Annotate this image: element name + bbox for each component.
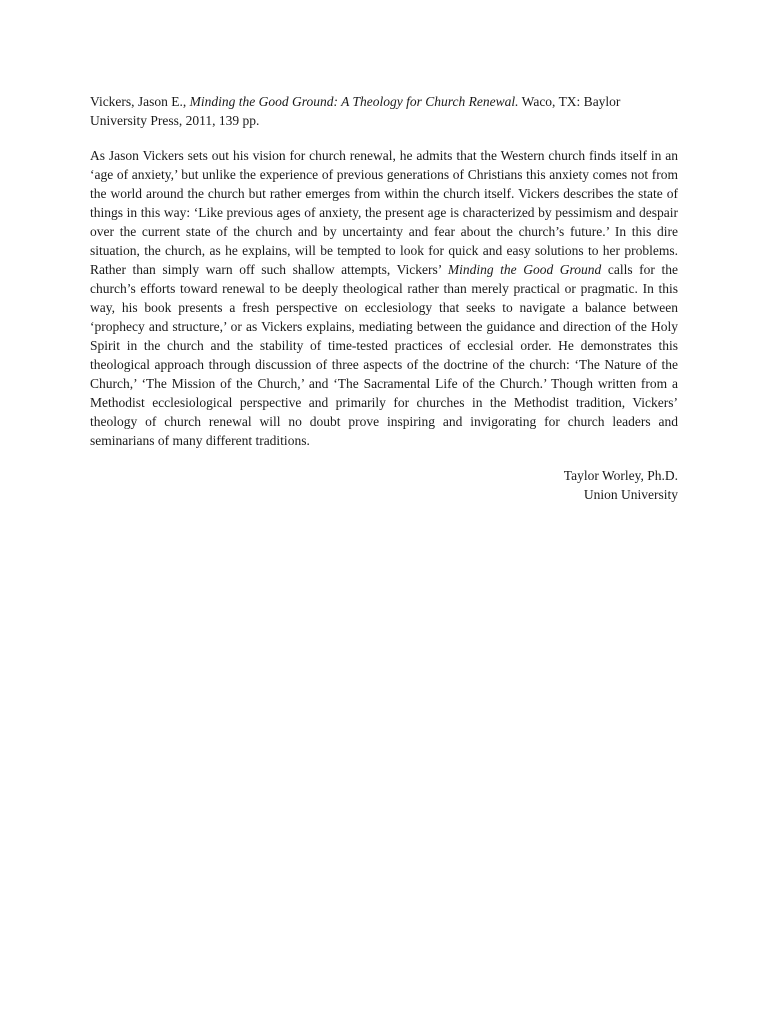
reviewer-name: Taylor Worley, Ph.D. — [563, 468, 678, 483]
reviewer-affiliation: Union University — [583, 487, 678, 502]
reviewer-signature — [90, 466, 678, 504]
citation-publication: Waco, TX: Baylor University Press, 2011, 139 pp. — [90, 94, 621, 128]
document-page — [90, 92, 678, 504]
review-text-part2: calls for the church’s efforts toward renewal to be deeply theological rather than merely practical or pragmatic. In this way, his book presents a fresh perspective on ecclesiology that seeks to navigate a balance between ‘prophecy and structure,’ or as Vickers explains, mediating between the guidance and direction of the Holy Spirit in the church and the stability of time-tested practices of ecclesial order. He demonstrates this theological approach through discussion of three aspects of the doctrine of the church: ‘The Nature of the Church,’ ‘The Mission of the Church,’ and ‘The Sacramental Life of the Church.’ Though written from a Methodist ecclesiological perspective and primarily for churches in the Methodist tradition, Vickers’ theology of church renewal will no doubt prove inspiring and invigorating for church leaders and seminarians of many different traditions. — [90, 262, 678, 448]
review-paragraph — [90, 146, 678, 450]
citation-author: Vickers, Jason E., — [90, 94, 190, 109]
review-text-part1: As Jason Vickers sets out his vision for church renewal, he admits that the Western church finds itself in an ‘age of anxiety,’ but unlike the experience of previous generations of Christians this anxiety comes not from the world around the church but rather emerges from within the church itself. Vickers describes the state of things in this way: ‘Like previous ages of anxiety, the present age is characterized by pessimism and despair over the current state of the church and by uncertainty and fear about the church’s future.’ In this dire situation, the church, as he explains, will be tempted to look for quick and easy solutions to her problems. Rather than simply warn off such shallow attempts, Vickers’ — [90, 148, 678, 277]
book-citation — [90, 92, 678, 130]
review-book-title: Minding the Good Ground — [447, 262, 602, 277]
citation-title: Minding the Good Ground: A Theology for Church Renewal. — [189, 94, 519, 109]
